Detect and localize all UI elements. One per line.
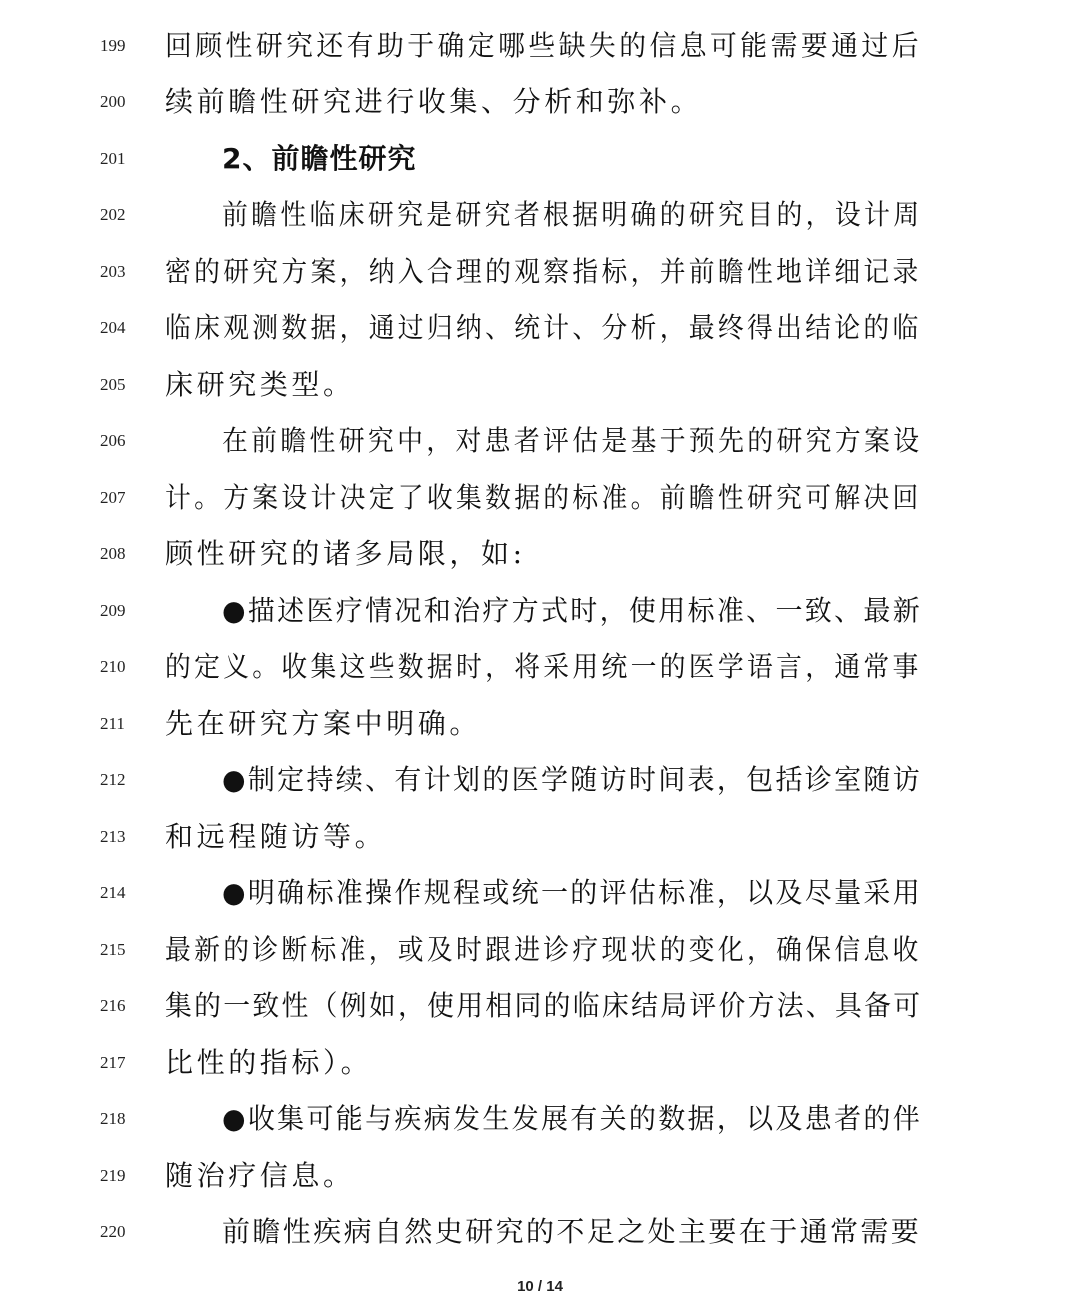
- line-number: 218: [100, 1109, 126, 1128]
- line-text: 密的研究方案，纳入合理的观察指标，并前瞻性地详细记录: [165, 255, 922, 288]
- line-number: 215: [100, 940, 126, 959]
- line-number: 220: [100, 1222, 126, 1241]
- line-text: 比性的指标）。: [165, 1046, 373, 1079]
- text-line: [0, 1212, 1080, 1252]
- line-number: 216: [100, 996, 126, 1015]
- text-line: [0, 1156, 1080, 1196]
- line-number: 211: [100, 714, 125, 733]
- bullet-text: ●制定持续、有计划的医学随访时间表，包括诊室随访: [222, 763, 923, 796]
- line-text: 顾性研究的诸多局限，如:: [165, 537, 526, 570]
- bullet-line: [0, 591, 1080, 631]
- line-text: 和远程随访等。: [165, 820, 387, 853]
- text-line: [0, 1043, 1080, 1083]
- page-number: 10 / 14: [517, 1278, 563, 1295]
- line-number: 217: [100, 1053, 126, 1072]
- text-line: [0, 704, 1080, 744]
- line-text: 前瞻性疾病自然史研究的不足之处主要在于通常需要: [222, 1215, 922, 1248]
- text-line: [0, 365, 1080, 405]
- line-text: 回顾性研究还有助于确定哪些缺失的信息可能需要通过后: [165, 29, 922, 62]
- text-line: [0, 647, 1080, 687]
- line-number: 201: [100, 149, 126, 168]
- bullet-text: ●收集可能与疾病发生发展有关的数据，以及患者的伴: [222, 1102, 923, 1135]
- line-number: 204: [100, 318, 126, 337]
- bullet-text: ●描述医疗情况和治疗方式时，使用标准、一致、最新: [222, 594, 923, 627]
- line-text: 床研究类型。: [165, 368, 355, 401]
- line-text: 集的一致性（例如，使用相同的临床结局评价方法、具备可: [165, 989, 923, 1022]
- line-number: 200: [100, 92, 126, 111]
- section-heading-line: [0, 139, 1080, 179]
- line-number: 202: [100, 205, 126, 224]
- line-text: 随治疗信息。: [165, 1159, 355, 1192]
- text-line: [0, 195, 1080, 235]
- line-number: 205: [100, 375, 126, 394]
- bullet-line: [0, 760, 1080, 800]
- line-number: 206: [100, 431, 126, 450]
- bullet-line: [0, 873, 1080, 913]
- line-number: 219: [100, 1166, 126, 1185]
- line-text: 在前瞻性研究中，对患者评估是基于预先的研究方案设: [222, 424, 923, 457]
- line-number: 210: [100, 657, 126, 676]
- line-text: 临床观测数据，通过归纳、统计、分析，最终得出结论的临: [165, 311, 922, 344]
- line-text: 的定义。收集这些数据时，将采用统一的医学语言，通常事: [165, 650, 922, 683]
- line-text: 续前瞻性研究进行收集、分析和弥补。: [165, 85, 703, 118]
- line-text: 先在研究方案中明确。: [165, 707, 482, 740]
- text-line: [0, 26, 1080, 66]
- line-text: 计。方案设计决定了收集数据的标准。前瞻性研究可解决回: [165, 481, 922, 514]
- text-line: [0, 478, 1080, 518]
- bullet-text: ●明确标准操作规程或统一的评估标准，以及尽量采用: [222, 876, 923, 909]
- text-line: [0, 308, 1080, 348]
- line-number: 209: [100, 601, 126, 620]
- text-line: [0, 817, 1080, 857]
- text-line: [0, 82, 1080, 122]
- text-line: [0, 421, 1080, 461]
- line-number: 214: [100, 883, 126, 902]
- line-text: 最新的诊断标准，或及时跟进诊疗现状的变化，确保信息收: [165, 933, 922, 966]
- text-line: [0, 986, 1080, 1026]
- text-line: [0, 252, 1080, 292]
- section-heading: 2、前瞻性研究: [222, 142, 417, 175]
- bullet-line: [0, 1099, 1080, 1139]
- text-line: [0, 534, 1080, 574]
- line-number: 207: [100, 488, 126, 507]
- line-number: 199: [100, 36, 126, 55]
- line-number: 213: [100, 827, 126, 846]
- line-number: 212: [100, 770, 126, 789]
- line-number: 208: [100, 544, 126, 563]
- text-line: [0, 930, 1080, 970]
- line-number: 203: [100, 262, 126, 281]
- line-text: 前瞻性临床研究是研究者根据明确的研究目的，设计周: [222, 198, 923, 231]
